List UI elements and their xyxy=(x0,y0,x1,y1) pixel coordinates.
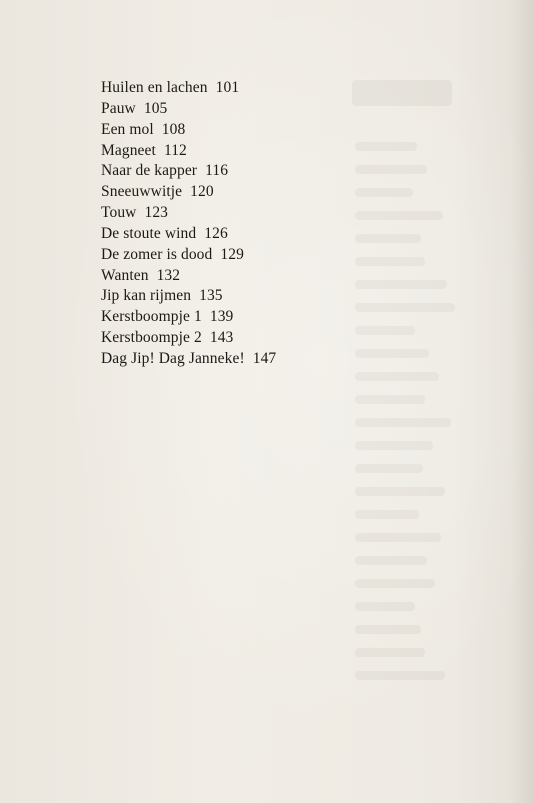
toc-entry-title: Pauw xyxy=(101,99,136,117)
toc-entry xyxy=(101,224,276,245)
toc-entry-page: 132 xyxy=(156,266,181,284)
toc-entry xyxy=(101,245,276,266)
toc-entry xyxy=(101,286,276,307)
toc-entry xyxy=(101,328,276,349)
toc-entry-title: Sneeuwwitje xyxy=(101,183,183,201)
toc-entry-page: 147 xyxy=(252,349,277,367)
toc-entry-page: 112 xyxy=(163,141,187,159)
toc-entry-page: 143 xyxy=(209,329,234,347)
toc-entry-page: 135 xyxy=(199,287,223,305)
toc-entry-page: 129 xyxy=(220,245,244,263)
toc-entry-page: 105 xyxy=(143,99,168,117)
toc-entry-title: Dag Jip! Dag Janneke! xyxy=(101,349,245,367)
toc-entry-title: Wanten xyxy=(101,266,149,284)
toc-entry-title: Huilen en lachen xyxy=(101,79,208,96)
toc-entry xyxy=(101,141,276,162)
toc-entry-title: Naar de kapper xyxy=(101,162,198,180)
toc-entry-title: De stoute wind xyxy=(101,224,197,242)
toc-entry-page: 126 xyxy=(204,224,228,242)
toc-entry xyxy=(101,182,276,203)
toc-entry-page: 101 xyxy=(215,79,240,96)
toc-entry-page: 108 xyxy=(161,120,186,138)
toc-entry xyxy=(101,161,276,182)
toc-entry xyxy=(101,120,276,141)
toc-entry-page: 116 xyxy=(205,162,229,180)
toc-entry xyxy=(101,266,276,287)
table-of-contents xyxy=(101,78,276,370)
toc-entry-title: Magneet xyxy=(101,141,156,159)
toc-entry-title: Kerstboompje 1 xyxy=(101,308,202,326)
toc-entry-page: 120 xyxy=(190,183,214,201)
toc-entry xyxy=(101,78,276,99)
toc-entry xyxy=(101,307,276,328)
toc-entry-title: De zomer is dood xyxy=(101,245,213,263)
toc-entry-title: Jip kan rijmen xyxy=(101,287,192,305)
toc-entry-page: 123 xyxy=(144,204,169,222)
toc-entry-page: 139 xyxy=(209,308,234,326)
toc-entry xyxy=(101,349,276,370)
toc-entry xyxy=(101,203,276,224)
toc-entry-title: Kerstboompje 2 xyxy=(101,329,202,347)
toc-entry-title: Touw xyxy=(101,204,137,222)
toc-entry-title: Een mol xyxy=(101,120,154,138)
toc-entry xyxy=(101,99,276,120)
